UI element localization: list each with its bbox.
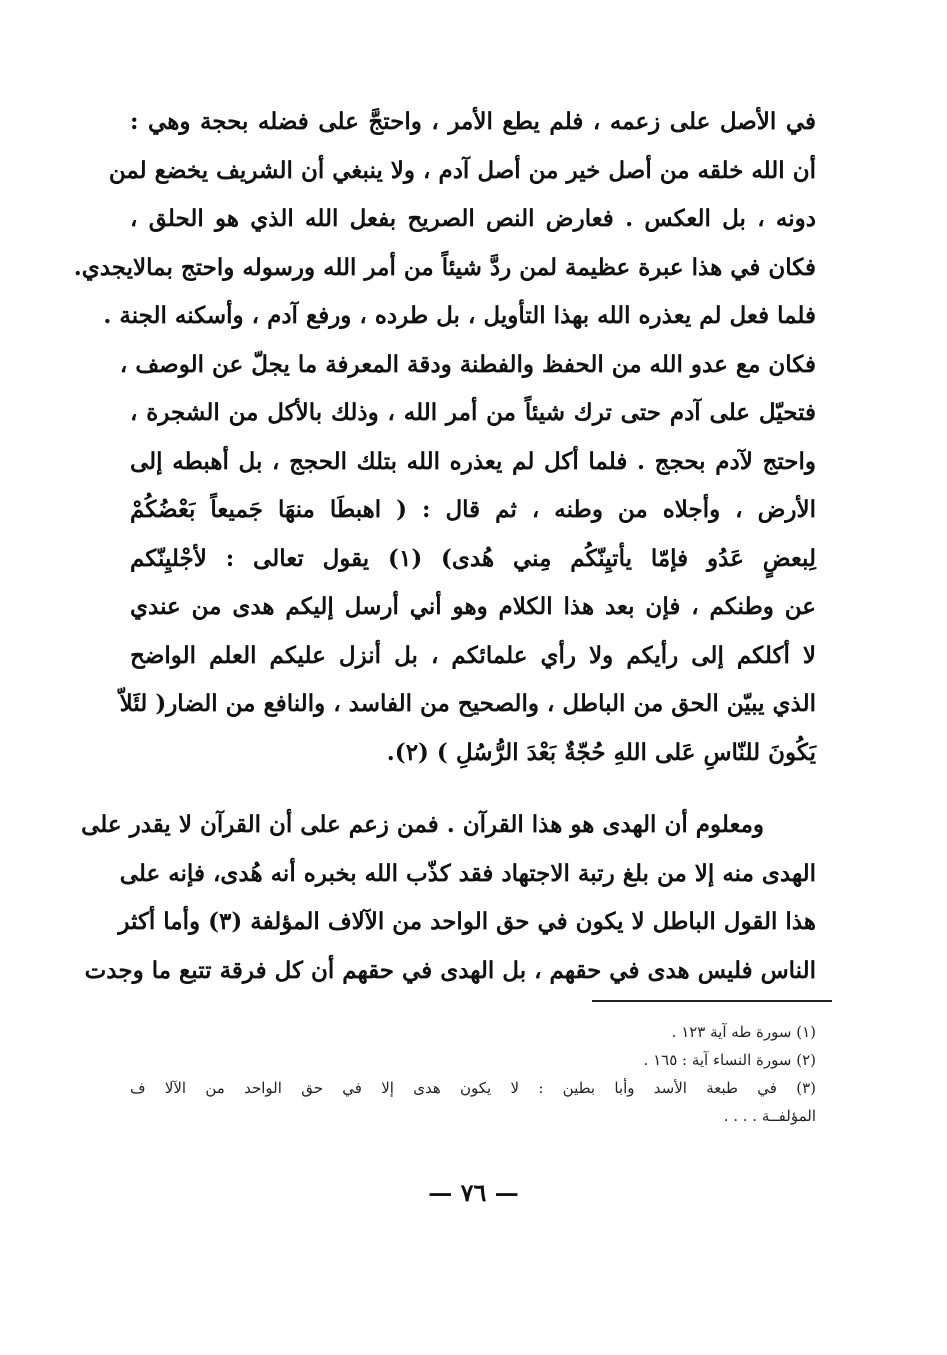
text-line: عن وطنكم ، فإن بعد هذا الكلام وهو أني أرسل إليكم هدى من عندي	[130, 593, 816, 620]
text-line: فلما فعل لم يعذره الله بهذا التأويل ، بل طرده ، ورفع آدم ، وأسكنه الجنة .	[103, 302, 816, 329]
text-line: لا أكلكم إلى رأيكم ولا رأي علمائكم ، بل أنزل عليكم العلم الواضح	[130, 641, 816, 669]
text-line: فتحيّل على آدم حتى ترك شيئاً من أمر الله ، وذلك بالأكل من الشجرة ،	[130, 399, 816, 426]
text-line: دونه ، بل العكس . فعارض النص الصريح بفعل الله الذي هو الحلق ،	[130, 205, 816, 232]
text-line: أن الله خلقه من أصل خير من أصل آدم ، ولا ينبغي أن الشريف يخضع لمن	[108, 156, 816, 184]
text-line: الأرض ، وأجلاه من وطنه ، ثم قال : ( اهبطَا منهَا جَميعاً بَعْضُكُمْ	[130, 496, 816, 523]
main-text	[73, 98, 816, 995]
footnotes	[130, 1018, 816, 1130]
page-number: — ٧٦ —	[428, 1178, 519, 1207]
footnote-2: (٢) سورة النساء آية : ١٦٥ .	[643, 1051, 816, 1069]
text-line: فكان في هذا عبرة عظيمة لمن ردَّ شيئاً من أمر الله ورسوله واحتج بمالايجدي.	[73, 253, 816, 281]
text-line: ومعلوم أن الهدى هو هذا القرآن . فمن زعم على أن القرآن لا يقدر على	[81, 811, 764, 838]
paragraph-1	[73, 98, 816, 777]
text-line: لِبعضٍ عَدُو فإمّا يأتيِنّكُم مِني هُدى) (١) يقول تعالى : لأجْليِنّكم	[130, 544, 816, 572]
footnote-3: (٣) في طبعة الأسد وأبا بطين : لا يكون هدى إلا في حق الواحد من الآلا ف	[130, 1079, 816, 1097]
text-line: هذا القول الباطل لا يكون في حق الواحد من الآلاف المؤلفة (٣) وأما أكثر	[118, 908, 816, 935]
text-line: فكان مع عدو الله من الحفظ والفطنة ودقة المعرفة ما يجلّ عن الوصف ،	[119, 350, 816, 378]
footnote-1: (١) سورة طه آية ١٢٣ .	[671, 1023, 816, 1041]
text-line: يَكُونَ للنّاسِ عَلى اللهِ حُجّةٌ بَعْدَ الرُّسُلِ ) (٢).	[386, 738, 816, 766]
text-line: الهدى منه إلا من بلغ رتبة الاجتهاد فقد كذّب الله بخبره أنه هُدى، فإنه على	[119, 859, 816, 887]
text-line: في الأصل على زعمه ، فلم يطع الأمر ، واحتجَّ على فضله بحجة وهي :	[130, 108, 816, 135]
footnote-3-continuation: المؤلفــة . . . .	[723, 1107, 816, 1125]
paragraph-2	[81, 801, 816, 995]
footnote-divider	[592, 1000, 832, 1002]
text-line: الذي يبيّن الحق من الباطل ، والصحيح من الفاسد ، والنافع من الضار( لئَلاّ	[119, 690, 816, 717]
text-line: واحتج لآدم بحجج . فلما أكل لم يعذره الله بتلك الحجج ، بل أهبطه إلى	[130, 447, 816, 475]
text-line: الناس فليس هدى في حقهم ، بل الهدى في حقهم أن كل فرقة تتبع ما وجدت	[84, 956, 816, 984]
